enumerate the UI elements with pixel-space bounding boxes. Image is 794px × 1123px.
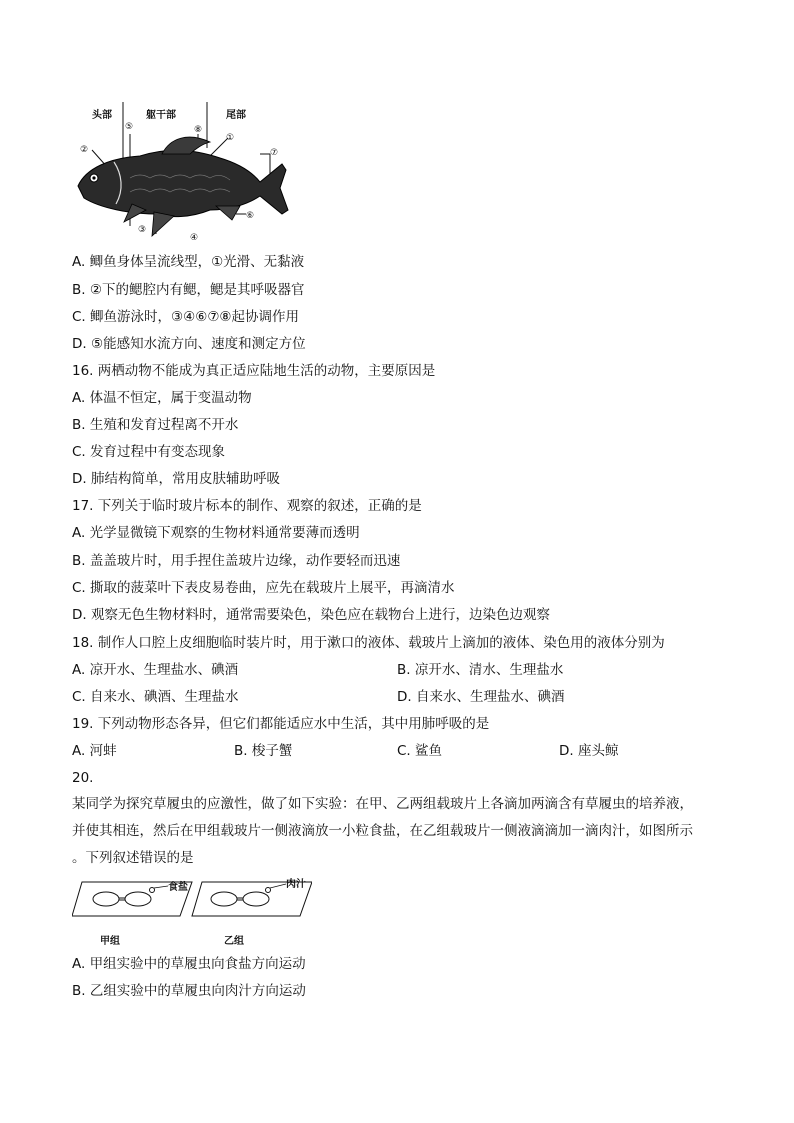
q19-option-a: A. 河蚌 — [72, 743, 117, 759]
fish-diagram — [70, 98, 300, 248]
q18-option-b: B. 凉开水、清水、生理盐水 — [397, 662, 564, 678]
q16-stem: 16. 两栖动物不能成为真正适应陆地生活的动物，主要原因是 — [72, 363, 436, 379]
label-broth: 肉汁 — [286, 879, 306, 890]
label-group-a: 甲组 — [100, 936, 120, 947]
q15-option-b: B. ②下的鳃腔内有鳃，鳃是其呼吸器官 — [72, 282, 305, 298]
q18-option-a: A. 凉开水、生理盐水、碘酒 — [72, 662, 239, 678]
q15-option-a: A. 鲫鱼身体呈流线型，①光滑、无黏液 — [72, 254, 305, 270]
q20-option-b: B. 乙组实验中的草履虫向肉汁方向运动 — [72, 983, 306, 999]
label-group-b: 乙组 — [224, 936, 244, 947]
paramecium-experiment-figure — [72, 872, 312, 948]
q16-option-d: D. 肺结构简单，常用皮肤辅助呼吸 — [72, 471, 280, 487]
fish-label-trunk: 躯干部 — [146, 110, 176, 121]
fish-label-tail: 尾部 — [226, 110, 246, 121]
q20-stem-line-3: 。下列叙述错误的是 — [72, 850, 194, 866]
q15-option-d: D. ⑤能感知水流方向、速度和测定方位 — [72, 336, 306, 352]
q19-stem: 19. 下列动物形态各异，但它们都能适应水中生活，其中用肺呼吸的是 — [72, 716, 490, 732]
q19-option-b: B. 梭子蟹 — [234, 743, 293, 759]
q17-option-c: C. 撕取的菠菜叶下表皮易卷曲，应先在载玻片上展平，再滴清水 — [72, 580, 455, 596]
q18-option-c: C. 自来水、碘酒、生理盐水 — [72, 689, 239, 705]
q15-option-c: C. 鲫鱼游泳时，③④⑥⑦⑧起协调作用 — [72, 309, 300, 325]
q18-option-d: D. 自来水、生理盐水、碘酒 — [397, 689, 565, 705]
q20-option-a: A. 甲组实验中的草履虫向食盐方向运动 — [72, 956, 306, 972]
q20-stem-line-1: 某同学为探究草履虫的应激性，做了如下实验：在甲、乙两组载玻片上各滴加两滴含有草履虫的培养液， — [72, 796, 693, 812]
q17-option-a: A. 光学显微镜下观察的生物材料通常要薄而透明 — [72, 525, 360, 541]
q16-option-c: C. 发育过程中有变态现象 — [72, 444, 226, 460]
q19-option-c: C. 鲨鱼 — [397, 743, 443, 759]
q18-stem: 18. 制作人口腔上皮细胞临时装片时，用于漱口的液体、载玻片上滴加的液体、染色用的液体分别为 — [72, 635, 665, 651]
salt-grain — [150, 888, 155, 893]
fish-label-head: 头部 — [92, 110, 112, 121]
q17-option-d: D. 观察无色生物材料时，通常需要染色，染色应在载物台上进行，边染色边观察 — [72, 607, 550, 623]
q16-option-b: B. 生殖和发育过程离不开水 — [72, 417, 239, 433]
fish-marker-4: ④ — [190, 233, 199, 243]
fish-marker-8: ⑧ — [194, 125, 203, 135]
q17-stem: 17. 下列关于临时玻片标本的制作、观察的叙述，正确的是 — [72, 498, 422, 514]
q19-option-d: D. 座头鲸 — [559, 743, 619, 759]
fish-marker-1: ① — [226, 133, 235, 143]
q20-stem-line-2: 并使其相连，然后在甲组载玻片一侧液滴放一小粒食盐，在乙组载玻片一侧液滴滴加一滴肉汁，如图所示 — [72, 823, 693, 839]
q16-option-a: A. 体温不恒定，属于变温动物 — [72, 390, 252, 406]
fish-marker-5: ⑤ — [125, 122, 134, 132]
fish-marker-3: ③ — [138, 225, 147, 235]
q20-number: 20. — [72, 770, 94, 786]
fish-marker-2: ② — [80, 145, 89, 155]
broth-drop — [266, 888, 271, 893]
fish-marker-6: ⑥ — [246, 211, 255, 221]
fish-marker-7: ⑦ — [270, 148, 279, 158]
q17-option-b: B. 盖盖玻片时，用手捏住盖玻片边缘，动作要轻而迅速 — [72, 553, 401, 569]
label-salt: 食盐 — [168, 882, 188, 893]
